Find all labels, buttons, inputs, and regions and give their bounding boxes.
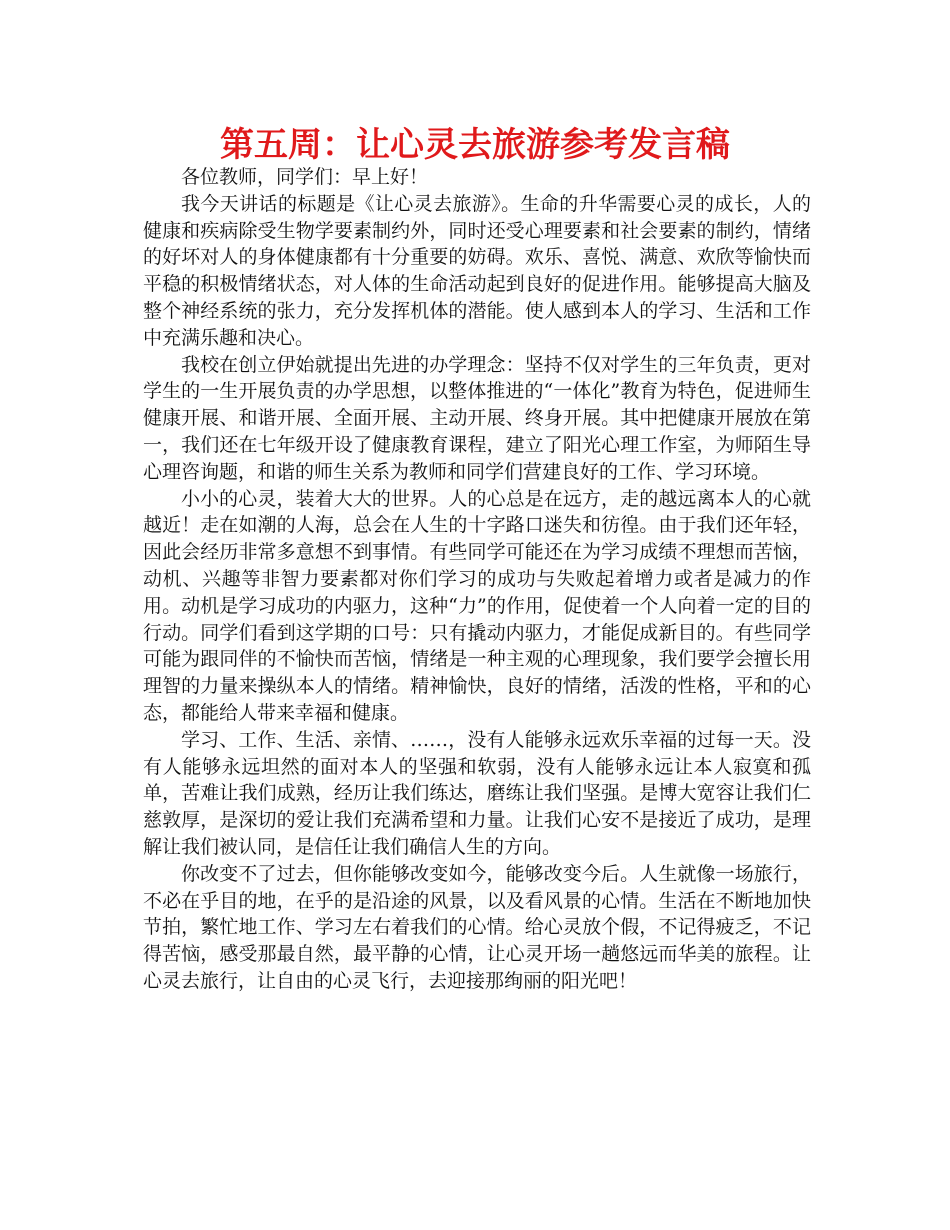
document-body	[143, 164, 811, 995]
greeting-paragraph: 各位教师，同学们：早上好！	[181, 166, 429, 188]
body-paragraph: 你改变不了过去，但你能够改变如今，能够改变今后。人生就像一场旅行，不必在乎目的地，在乎的是沿途的风景，以及看风景的心情。生活在不断地加快节拍，繁忙地工作、学习左右着我们的心情。给心灵放个假，不记得疲乏，不记得苦恼，感受那最自然，最平静的心情，让心灵开场一趟悠远而华美的旅程。让心灵去旅行，让自由的心灵飞行，去迎接那绚丽的阳光吧！	[143, 862, 811, 992]
body-paragraph: 小小的心灵，装着大大的世界。人的心总是在远方，走的越远离本人的心就越近！走在如潮的人海，总会在人生的十字路口迷失和彷徨。由于我们还年轻，因此会经历非常多意想不到事情。有些同学可能还在为学习成绩不理想而苦恼，动机、兴趣等非智力要素都对你们学习的成功与失败起着增力或者是减力的作用。动机是学习成功的内驱力，这种“力”的作用，促使着一个人向着一定的目的行动。同学们看到这学期的口号：只有撬动内驱力，才能促成新目的。有些同学可能为跟同伴的不愉快而苦恼，情绪是一种主观的心理现象，我们要学会擅长用理智的力量来操纵本人的情绪。精神愉快，良好的情绪，活泼的性格，平和的心态，都能给人带来幸福和健康。	[143, 487, 811, 724]
body-paragraph: 我今天讲话的标题是《让心灵去旅游》。生命的升华需要心灵的成长，人的健康和疾病除受生物学要素制约外，同时还受心理要素和社会要素的制约，情绪的好坏对人的身体健康都有十分重要的妨碍。欢乐、喜悦、满意、欢欣等愉快而平稳的积极情绪状态，对人体的生命活动起到良好的促进作用。能够提高大脑及整个神经系统的张力，充分发挥机体的潜能。使人感到本人的学习、生活和工作中充满乐趣和决心。	[143, 192, 811, 349]
document-title: 第五周：让心灵去旅游参考发言稿	[220, 125, 730, 165]
body-paragraph: 我校在创立伊始就提出先进的办学理念：坚持不仅对学生的三年负责，更对学生的一生开展负责的办学思想，以整体推进的“一体化”教育为特色，促进师生健康开展、和谐开展、全面开展、主动开展、终身开展。其中把健康开展放在第一，我们还在七年级开设了健康教育课程，建立了阳光心理工作室，为师陌生导心理咨询题，和谐的师生关系为教师和同学们营建良好的工作、学习环境。	[143, 353, 811, 483]
body-paragraph: 学习、工作、生活、亲情、……，没有人能够永远欢乐幸福的过每一天。没有人能够永远坦然的面对本人的坚强和软弱，没有人能够永远让本人寂寞和孤单，苦难让我们成熟，经历让我们练达，磨练让我们坚强。是博大宽容让我们仁慈敦厚，是深切的爱让我们充满希望和力量。让我们心安不是接近了成功，是理解让我们被认同，是信任让我们确信人生的方向。	[143, 728, 811, 858]
